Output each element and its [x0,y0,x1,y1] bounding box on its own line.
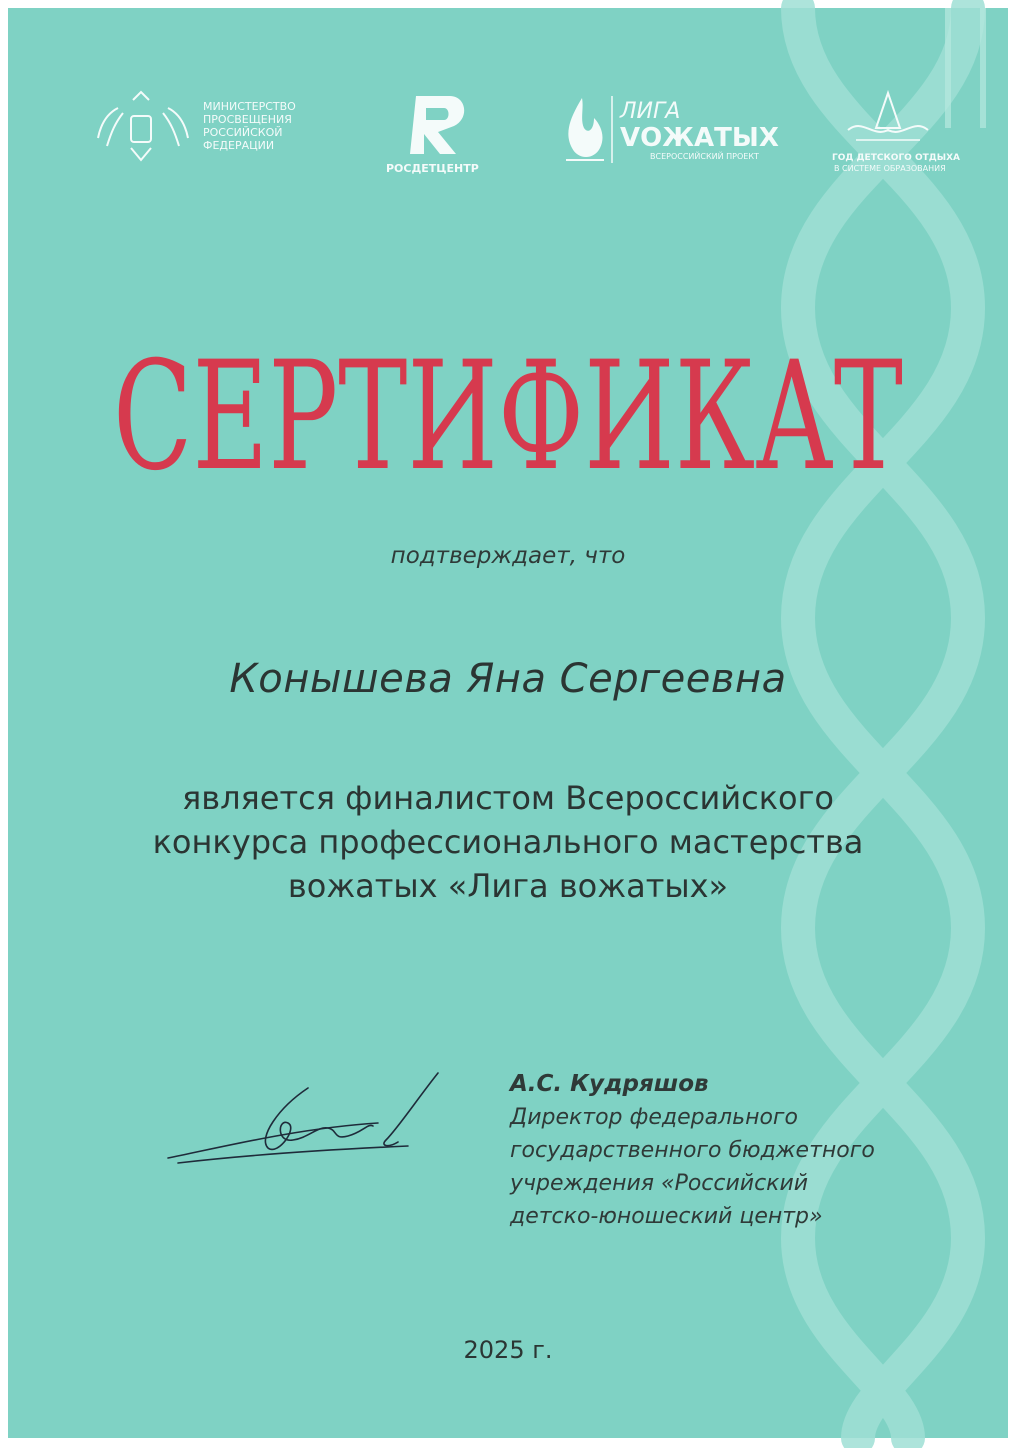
svg-text:СЕРТИФИКАТ: СЕРТИФИКАТ [113,330,903,504]
svg-text:ВСЕРОССИЙСКИЙ ПРОЕКТ: ВСЕРОССИЙСКИЙ ПРОЕКТ [650,152,759,161]
logos-row [8,88,1008,198]
svg-text:РОСДЕТЦЕНТР: РОСДЕТЦЕНТР [386,162,479,175]
signer-position-line: учреждения «Российский [510,1171,809,1196]
year-of-rest-logo [818,88,968,188]
signature [158,1068,458,1178]
recipient-name: Конышева Яна Сергеевна [229,656,787,702]
signer-block [510,1068,980,1233]
signer-position-line: детско-юношеский центр» [510,1204,823,1229]
rosdetcenter-logo [378,88,488,178]
svg-text:В СИСТЕМЕ ОБРАЗОВАНИЯ: В СИСТЕМЕ ОБРАЗОВАНИЯ [834,164,946,173]
svg-text:РОССИЙСКОЙ: РОССИЙСКОЙ [203,126,283,139]
achievement-line: конкурса профессионального мастерства [152,823,864,861]
achievement-line: является финалистом Всероссийского [181,779,834,817]
signer-position-line: Директор федерального [510,1105,798,1130]
certificate-title [8,308,1008,508]
signer-name: А.С. Кудряшов [510,1071,709,1097]
confirms-text: подтверждает, что [390,543,626,569]
liga-vozhatykh-logo [560,88,779,178]
svg-text:VОЖАТЫХ: VОЖАТЫХ [620,123,779,153]
svg-text:ФЕДЕРАЦИИ: ФЕДЕРАЦИИ [203,139,275,152]
achievement-line: вожатых «Лига вожатых» [287,867,729,905]
svg-text:ЛИГА: ЛИГА [620,99,681,124]
signer-position-line: государственного бюджетного [510,1138,875,1163]
svg-text:МИНИСТЕРСТВО: МИНИСТЕРСТВО [203,100,296,113]
ministry-emblem-logo [93,88,323,168]
svg-text:ГОД ДЕТСКОГО ОТДЫХА: ГОД ДЕТСКОГО ОТДЫХА [832,153,961,163]
certificate-page [8,8,1008,1438]
svg-text:ПРОСВЕЩЕНИЯ: ПРОСВЕЩЕНИЯ [203,113,292,126]
certificate-year: 2025 г. [463,1336,553,1364]
achievement-text [8,776,1008,908]
